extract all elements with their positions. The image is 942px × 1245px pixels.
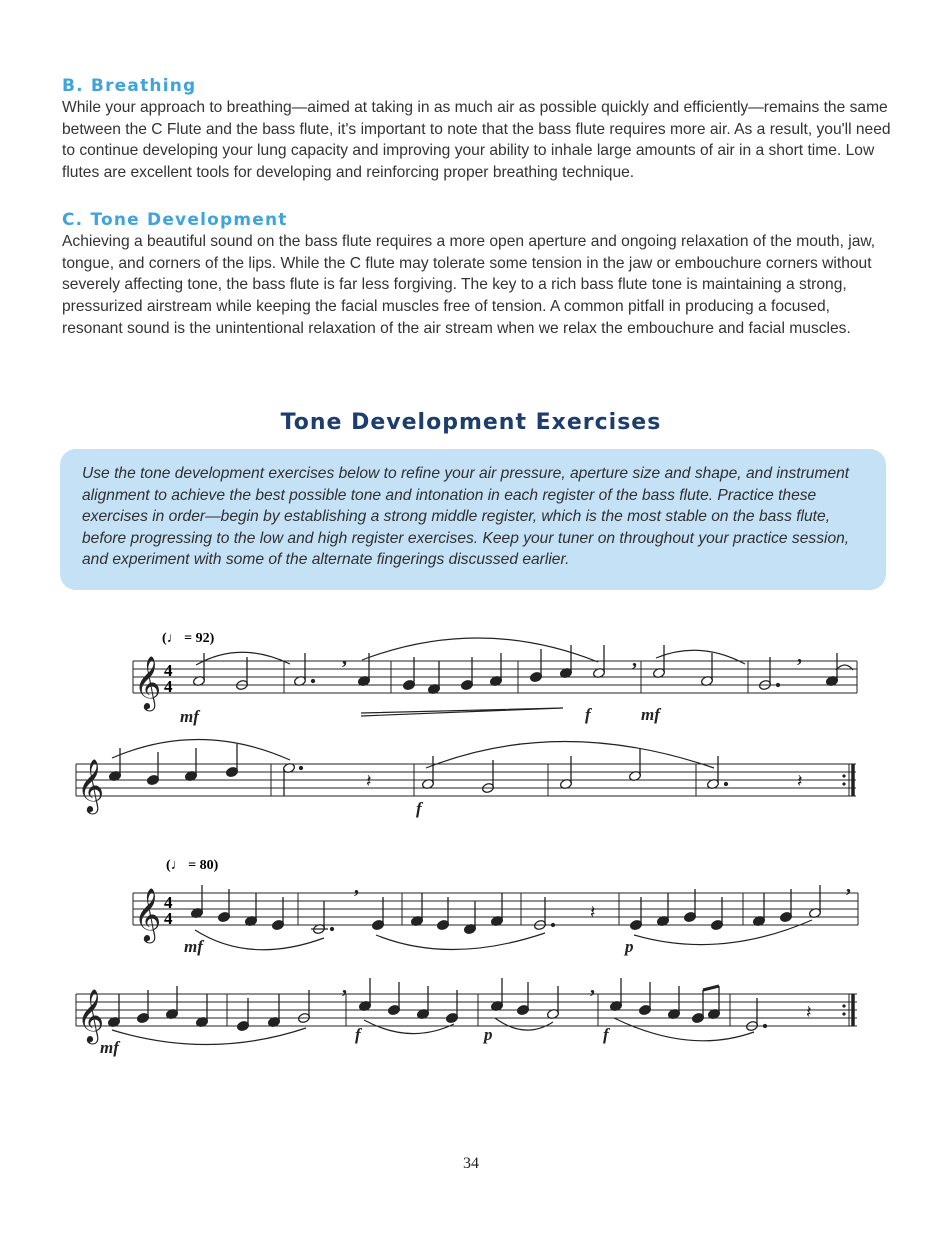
ex1-tempo: (♩ = 92)	[162, 631, 215, 646]
ex1-notes-staff-1	[192, 645, 779, 691]
ex1-time-sig-bottom: 4	[164, 677, 173, 696]
svg-text:,: ,	[797, 645, 802, 667]
rest-icon	[366, 771, 803, 792]
treble-clef-icon: 𝄞	[134, 655, 162, 709]
svg-text:,: ,	[590, 976, 595, 998]
ex1-time-sig-top: 4	[164, 661, 173, 680]
svg-text:𝄽: 𝄽	[366, 771, 372, 792]
ex2-staff-2	[76, 994, 857, 1026]
ex2-dynamic: f	[355, 1025, 361, 1044]
ex2-slurs-staff-2	[112, 1018, 754, 1045]
rest-icon: 𝄽	[806, 1002, 812, 1023]
section-c-paragraph: Achieving a beautiful sound on the bass flute requires a more open aperture and ongoing relaxation of the mouth, jaw, tongue, and corners of the lips. While the C flute may tolerate some tension in the jaw or embouchure corners without severely affecting tone, the bass flute is far less forgiving. The key to a rich bass flute tone is maintaining a strong, pressurized airstream while keeping the facial muscles free of tension. A common pitfall in producing a focused, resonant sound is the unintentional relaxation of the air stream when we relax the embouchure and facial muscles.	[62, 233, 876, 337]
ex1-dynamic: f	[416, 799, 422, 818]
svg-text:,: ,	[632, 649, 637, 671]
ex1-dynamic: mf	[180, 707, 199, 726]
svg-text:,: ,	[342, 976, 347, 998]
ex2-dynamic: p	[625, 937, 634, 956]
ex1-filled-notes-staff-1	[357, 645, 838, 695]
ex2-dynamic: mf	[184, 937, 203, 956]
svg-text:,: ,	[846, 875, 851, 897]
section-b-paragraph: While your approach to breathing—aimed at taking in as much air as possible quickly and efficiently—remains the same between the C Flute and the bass flute, it's important to note that the bass flute requires more air. As a result, you'll need to continue developing your lung capacity and improving your ability to inhale large amounts of air in a short time. Low flutes are excellent tools for developing and reinforcing proper breathing technique.	[62, 99, 891, 182]
svg-text:𝄽: 𝄽	[797, 771, 803, 792]
ex2-time-sig-top: 4	[164, 893, 173, 912]
ex2-dynamic: f	[603, 1025, 609, 1044]
ex2-notes-staff-1	[190, 885, 792, 935]
breath-mark-icon	[342, 976, 595, 998]
page-number: 34	[463, 1155, 479, 1172]
ex1-dynamic: f	[585, 705, 591, 724]
ex2-tempo: (♩ = 80)	[166, 858, 219, 873]
ex2-dynamic: mf	[100, 1038, 119, 1057]
section-c-heading: C. Tone Development	[62, 210, 288, 230]
ex2-half-notes-staff-1	[311, 885, 822, 935]
svg-text:,: ,	[354, 876, 359, 898]
ex2-time-sig-bottom: 4	[164, 909, 173, 928]
treble-clef-icon: 𝄞	[134, 887, 162, 941]
section-b-heading: B. Breathing	[62, 76, 197, 96]
ex1-dynamic: mf	[641, 705, 660, 724]
ex1-notes-staff-2	[108, 744, 238, 786]
treble-clef-icon: 𝄞	[77, 758, 105, 812]
exercises-title: Tone Development Exercises	[280, 410, 662, 435]
ex2-notes-staff-2	[107, 978, 720, 1032]
ex2-dynamic: p	[484, 1025, 493, 1044]
treble-clef-icon: 𝄞	[77, 988, 105, 1042]
svg-text:,: ,	[342, 647, 347, 669]
instructions-text: Use the tone development exercises below to refine your air pressure, aperture size and shape, and instrument alignment to achieve the best possible tone and intonation in each register of the bass flute. Practice these exercises in order—begin by establishing a strong middle register, which is the most stable on the bass flute, before progressing to the low and high register exercises. Keep your tuner on throughout your practice session, and experiment with some of the alternate fingerings discussed earlier.	[82, 465, 850, 569]
breath-mark-icon	[354, 875, 851, 898]
rest-icon: 𝄽	[590, 902, 596, 923]
